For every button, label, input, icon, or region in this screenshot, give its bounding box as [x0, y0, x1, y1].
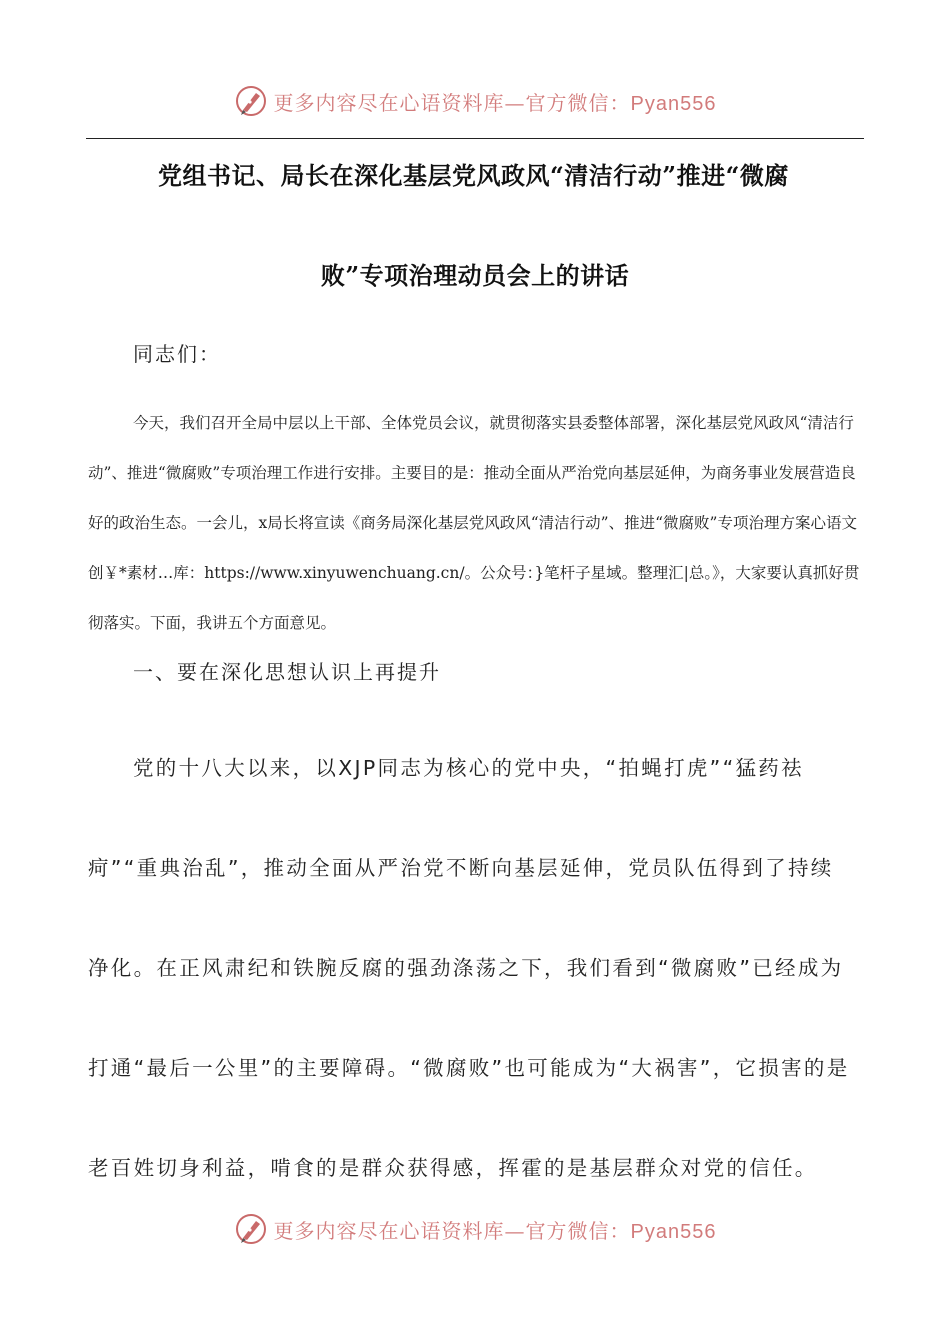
salutation: 同志们： — [133, 342, 221, 366]
document-title-line2: 败”专项治理动员会上的讲话 — [320, 261, 630, 290]
header-divider — [86, 138, 864, 139]
pen-nib-icon — [234, 84, 268, 118]
intro-paragraph: 今天，我们召开全局中层以上干部、全体党员会议，就贯彻落实县委整体部署，深化基层党风政风“清洁行动”、推进“微腐败”专项治理工作进行安排。主要目的是：推动全面从严治党向基层延伸，为商务事业发展营造良好的政治生态。一会儿，x局长将宣读《商务局深化基层党风政风“清洁行动”、推进“微腐败”专项治理方案心语文创￥*素材…库：https://www.xinyuwenchuang.cn/。公众号：}笔杆子星域。整理汇|总。》，大家要认真抓好贯彻落实。下面，我讲五个方面意见。 — [88, 414, 860, 632]
watermark-text: 更多内容尽在心语资料库—官方微信：Pyan556 — [273, 1218, 717, 1243]
watermark-text: 更多内容尽在心语资料库—官方微信：Pyan556 — [273, 90, 717, 115]
wechat-id: Pyan556 — [630, 92, 717, 115]
pen-nib-icon — [234, 1212, 268, 1246]
section-heading-1: 一、要在深化思想认识上再提升 — [133, 660, 441, 684]
header-watermark — [0, 84, 950, 118]
document-title-line1: 党组书记、局长在深化基层党风政风“清洁行动”推进“微腐 — [158, 161, 789, 190]
section-1-paragraph: 党的十八大以来，以XJP同志为核心的党中央，“拍蝇打虎”“猛药祛疴”“重典治乱”，推动全面从严治党不断向基层延伸，党员队伍得到了持续净化。在正风肃纪和铁腕反腐的强劲涤荡之下，我们看到“微腐败”已经成为打通“最后一公里”的主要障碍。“微腐败”也可能成为“大祸害”，它损害的是老百姓切身利益，啃食的是群众获得感，挥霍的是基层群众对党的信任。 — [88, 756, 850, 1180]
footer-watermark — [0, 1212, 950, 1246]
wechat-id: Pyan556 — [630, 1220, 717, 1243]
